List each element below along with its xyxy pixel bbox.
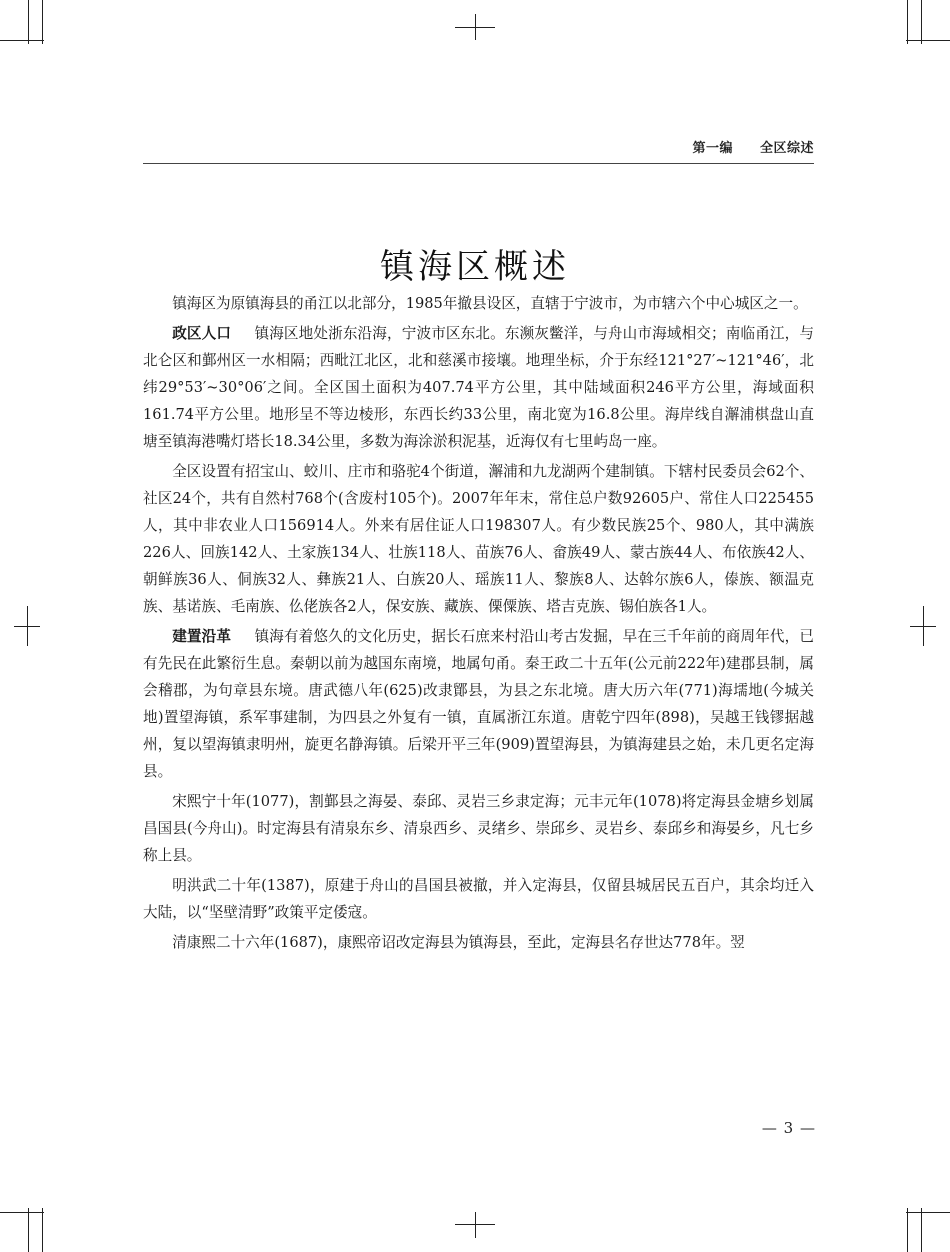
paragraph: [143, 872, 814, 926]
crop-mark: [42, 0, 43, 44]
crop-mark: [921, 1208, 922, 1252]
page-number: — 3 —: [761, 1119, 816, 1137]
registration-mark: [27, 606, 28, 646]
registration-mark: [475, 14, 476, 40]
paragraph-text: 镇海区为原镇海县的甬江以北部分，1985年撤县设区，直辖于宁波市，为市辖六个中心城区之一。: [172, 295, 808, 312]
registration-mark: [923, 606, 924, 646]
paragraph: [143, 623, 814, 785]
paragraph: [143, 320, 814, 455]
paragraph-text: 镇海区地处浙东沿海，宁波市区东北。东濒灰鳖洋，与舟山市海域相交；南临甬江，与北仑区和鄞州区一水相隔；西毗江北区，北和慈溪市接壤。地理坐标，介于东经121°27′~121°46′，北纬29°53′~30°06′之间。全区国土面积为407.74平方公里，其中陆域面积246平方公里，海域面积161.74平方公里。地形呈不等边棱形，东西长约33公里，南北宽为16.8公里。海岸线自澥浦棋盘山直塘至镇海港嘴灯塔长18.34公里，多数为海涂淤积泥基，近海仅有七里屿岛一座。: [143, 325, 814, 450]
running-header: [692, 137, 814, 156]
paragraph-text: 清康熙二十六年(1687)，康熙帝诏改定海县为镇海县，至此，定海县名存世达778年。翌: [172, 934, 745, 951]
crop-mark: [0, 40, 44, 41]
crop-mark: [921, 0, 922, 44]
header-section: 全区综述: [759, 141, 814, 156]
crop-mark: [0, 1212, 44, 1213]
paragraph-text: 明洪武二十年(1387)，原建于舟山的昌国县被撤，并入定海县，仅留县城居民五百户，其余均迁入大陆，以“坚壁清野”政策平定倭寇。: [143, 877, 814, 921]
crop-mark: [907, 0, 908, 44]
section-label: 建置沿革: [172, 628, 232, 645]
header-part: 第一编: [692, 141, 733, 156]
paragraph: [143, 290, 814, 317]
crop-mark: [906, 40, 950, 41]
paragraph: [143, 929, 814, 956]
crop-mark: [28, 0, 29, 44]
paragraph: [143, 458, 814, 620]
crop-mark: [906, 1212, 950, 1213]
paragraph-text: 宋熙宁十年(1077)，割鄞县之海晏、泰邱、灵岩三乡隶定海；元丰元年(1078)将定海县金塘乡划属昌国县(今舟山)。时定海县有清泉东乡、清泉西乡、灵绪乡、崇邱乡、灵岩乡、泰邱乡和海晏乡，凡七乡称上县。: [143, 793, 814, 864]
paragraph-text: 镇海有着悠久的文化历史，据长石庶来村沿山考古发掘，早在三千年前的商周年代，已有先民在此繁衍生息。秦朝以前为越国东南境，地属句甬。秦王政二十五年(公元前222年)建郡县制，属会稽郡，为句章县东境。唐武德八年(625)改隶鄮县，为县之东北境。唐大历六年(771)海壖地(今城关地)置望海镇，系军事建制，为四县之外复有一镇，直属浙江东道。唐乾宁四年(898)，吴越王钱镠据越州，复以望海镇隶明州，旋更名静海镇。后梁开平三年(909)置望海县，为镇海建县之始，未几更名定海县。: [143, 628, 814, 780]
page-title: 镇海区概述: [380, 246, 570, 287]
paragraph: [143, 788, 814, 869]
crop-mark: [42, 1208, 43, 1252]
body-text: [143, 290, 814, 959]
registration-mark: [475, 1212, 476, 1238]
header-rule: [143, 163, 814, 164]
section-label: 政区人口: [172, 325, 232, 342]
crop-mark: [907, 1208, 908, 1252]
paragraph-text: 全区设置有招宝山、蛟川、庄市和骆驼4个街道，澥浦和九龙湖两个建制镇。下辖村民委员会62个、社区24个，共有自然村768个(含废村105个)。2007年年末，常住总户数92605户、常住人口225455人，其中非农业人口156914人。外来有居住证人口198307人。有少数民族25个、980人，其中满族226人、回族142人、土家族134人、壮族118人、苗族76人、畲族49人、蒙古族44人、布依族42人、朝鲜族36人、侗族32人、彝族21人、白族20人、瑶族11人、黎族8人、达斡尔族6人，傣族、额温克族、基诺族、毛南族、仫佬族各2人，保安族、藏族、傈僳族、塔吉克族、锡伯族各1人。: [143, 463, 814, 615]
crop-mark: [28, 1208, 29, 1252]
